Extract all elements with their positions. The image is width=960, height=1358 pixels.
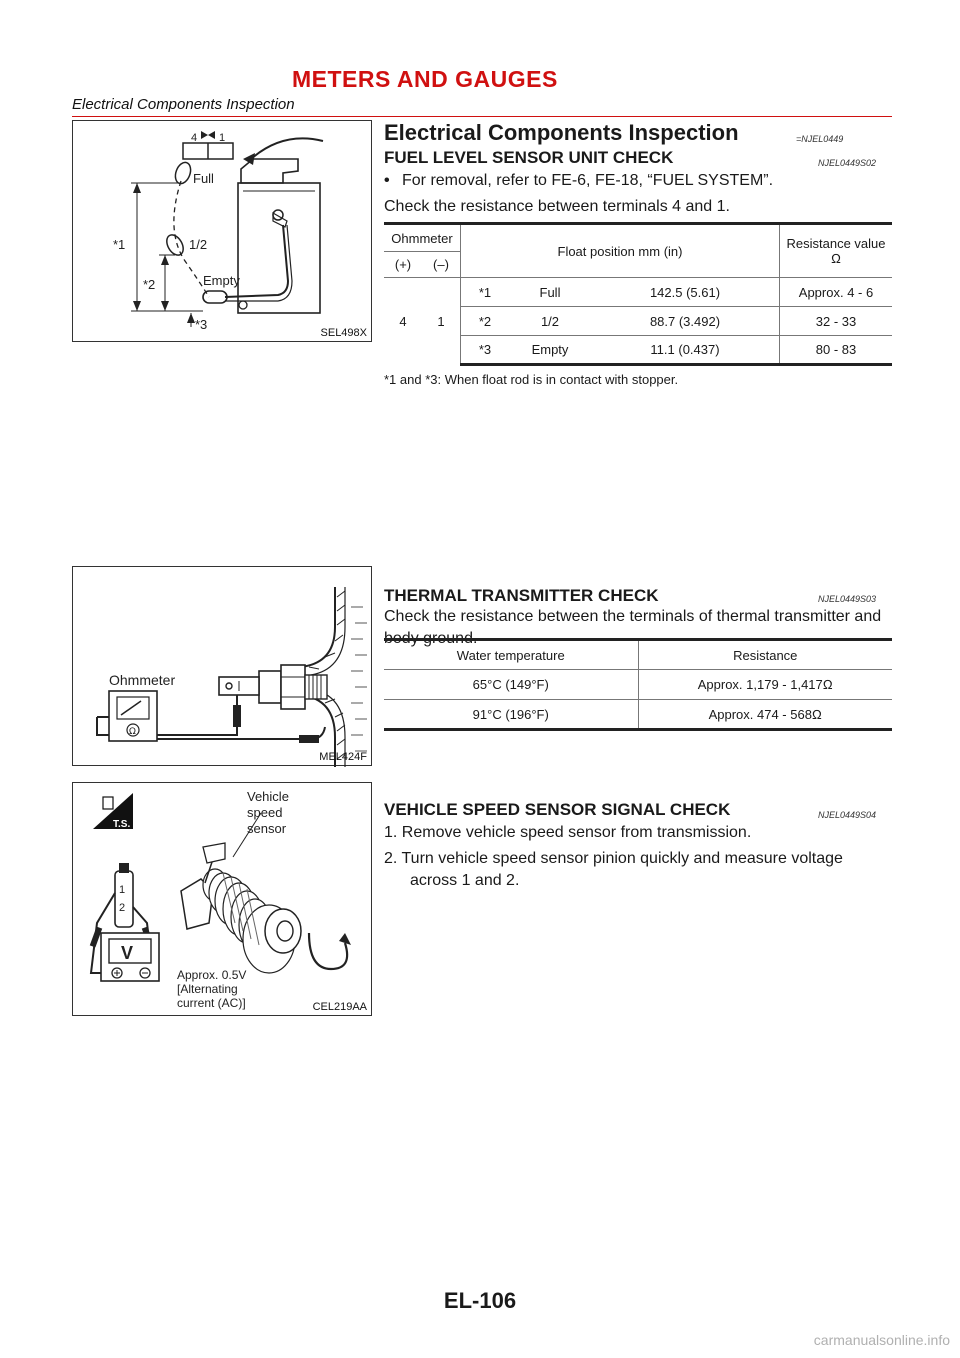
table-row-mm: 142.5 (5.61) (591, 278, 780, 307)
voltmeter-v-label: V (121, 943, 134, 963)
fuel-bullet-text: For removal, refer to FE-6, FE-18, “FUEL SYSTEM”. (402, 172, 774, 189)
fuel-sensor-bullet: • For removal, refer to FE-6, FE-18, “FUEL SYSTEM”. (384, 172, 774, 189)
sensor-label-line1: Vehicle (247, 789, 289, 804)
sensor-label-line3: sensor (247, 821, 287, 836)
fuel-sensor-illustration (73, 121, 373, 343)
vehicle-speed-sensor-heading: VEHICLE SPEED SENSOR SIGNAL CHECK (384, 800, 731, 819)
table-header-float-position: Float position mm (in) (461, 224, 780, 278)
table-header-resistance: Resistance value Ω (780, 224, 893, 278)
table-row-temperature: 65°C (149°F) (384, 670, 638, 700)
vehicle-speed-sensor-illustration (73, 783, 373, 1017)
table-row-mark: *2 (461, 307, 510, 336)
table-header-ohmmeter: Ohmmeter (384, 224, 461, 252)
page-header-subtitle: Electrical Components Inspection (72, 96, 295, 113)
table-row-position: 1/2 (509, 307, 591, 336)
table-header-water-temperature: Water temperature (384, 640, 638, 670)
thermal-resistance-table (384, 638, 892, 731)
figure-vehicle-speed-sensor (72, 782, 372, 1016)
approx-voltage-label: Approx. 0.5V (177, 968, 247, 982)
header-divider (72, 116, 892, 117)
vehicle-speed-sensor-step-2: 2. Turn vehicle speed sensor pinion quickly and measure voltage across 1 and 2. (384, 850, 843, 889)
watermark: carmanualsonline.info (813, 1332, 950, 1348)
pin-1-label: 1 (119, 884, 126, 896)
table-row-mm: 88.7 (3.492) (591, 307, 780, 336)
float-full-label: Full (193, 171, 214, 186)
figure-id-cel219aa: CEL219AA (312, 1001, 367, 1013)
pin-2-label: 2 (119, 902, 126, 914)
page-header-title: METERS AND GAUGES (292, 66, 558, 92)
thermal-transmitter-heading: THERMAL TRANSMITTER CHECK (384, 586, 659, 605)
dimension-mark-1: *1 (113, 237, 126, 252)
ohmmeter-omega-symbol: Ω (129, 727, 136, 737)
table-row-position: Empty (509, 336, 591, 365)
section-title: Electrical Components Inspection (384, 120, 739, 145)
table-row-value: 80 - 83 (780, 336, 893, 365)
ts-icon-label: T.S. (113, 819, 131, 830)
figure-fuel-level-sensor (72, 120, 372, 342)
dimension-mark-2: *2 (143, 277, 156, 292)
table-minus-terminal: 1 (422, 278, 461, 365)
fuel-sensor-resistance-table (384, 222, 892, 366)
table-row-value: Approx. 4 - 6 (780, 278, 893, 307)
figure-id-mel424f: MEL424F (319, 751, 367, 763)
table-plus-terminal: 4 (384, 278, 422, 365)
table-row-mm: 11.1 (0.437) (591, 336, 780, 365)
vehicle-speed-sensor-step-1: 1. Remove vehicle speed sensor from transmission. (384, 824, 752, 841)
ohmmeter-label: Ohmmeter (109, 672, 176, 688)
current-ac-label: current (AC)] (177, 996, 246, 1010)
table-header-plus: (+) (384, 252, 422, 278)
thermal-transmitter-text: Check the resistance between the terminals of thermal transmitter and body ground. (384, 608, 882, 647)
vehicle-speed-sensor-ref: NJEL0449S04 (818, 810, 877, 820)
figure-thermal-transmitter (72, 566, 372, 766)
fuel-sensor-heading: FUEL LEVEL SENSOR UNIT CHECK (384, 148, 674, 167)
table-row-position: Full (509, 278, 591, 307)
table-header-minus: (–) (422, 252, 461, 278)
section-ref: =NJEL0449 (796, 134, 844, 144)
thermal-transmitter-ref: NJEL0449S03 (818, 594, 877, 604)
table-row-mark: *3 (461, 336, 510, 365)
sensor-label-line2: speed (247, 805, 283, 820)
terminal-1-label: 1 (219, 132, 226, 144)
table-row-temperature: 91°C (196°F) (384, 700, 638, 730)
fuel-sensor-instruction: Check the resistance between terminals 4 and 1. (384, 198, 730, 215)
terminal-4-label: 4 (191, 132, 198, 144)
float-empty-label: Empty (203, 273, 240, 288)
table-row-mark: *1 (461, 278, 510, 307)
float-half-label: 1/2 (189, 237, 208, 252)
table-row-value: 32 - 33 (780, 307, 893, 336)
alternating-label: [Alternating (177, 982, 238, 996)
table-header-resistance: Resistance (638, 640, 892, 670)
table-row-resistance: Approx. 474 - 568Ω (638, 700, 892, 730)
table-row-resistance: Approx. 1,179 - 1,417Ω (638, 670, 892, 700)
page-number: EL-106 (443, 1288, 517, 1313)
fuel-sensor-note: *1 and *3: When float rod is in contact with stopper. (384, 372, 679, 387)
figure-id-sel498x: SEL498X (320, 327, 367, 339)
thermal-transmitter-illustration (73, 567, 373, 767)
fuel-sensor-ref: NJEL0449S02 (818, 158, 877, 168)
dimension-mark-3: *3 (195, 317, 208, 332)
